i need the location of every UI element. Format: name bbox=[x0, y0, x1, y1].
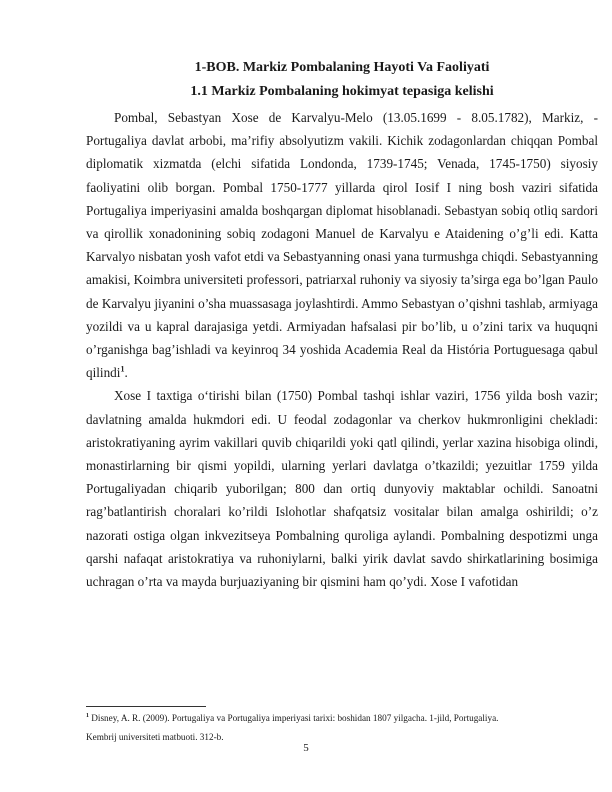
section-title: 1.1 Markiz Pombalaning hokimyat tepasiga kelishi bbox=[190, 84, 494, 99]
paragraph bbox=[86, 384, 598, 593]
paragraph-text: Pombal, Sebastyan Xose de Karvalyu-Melo (13.05.1699 - 8.05.1782), Markiz, - Portugaliya davlat arbobi, ma’rifiy absolyutizm vakili. Kichik zodagonlardan chiqqan Pombal diplomatik xizmatda (elchi sifatida Londonda, 1739-1745; Venada, 1745-1750) siyosiy faoliyatini olib borgan. Pombal 1750-1777 yillarda qirol Iosif I ning bosh vaziri sifatida Portugaliya imperiyasini amalda boshqargan diplomat hisoblanadi. Sebastyan sobiq otliq sardori va qirollik xonadonining sobiq zodagoni Manuel de Karvalyu e Ataidening o’g’li edi. Katta Karvalyo nisbatan yosh vafot etdi va Sebastyanning onasi yana turmushga chiqdi. Sebastyanning amakisi, Koimbra universiteti professori, patriarxal ruhoniy va siyosiy ta’sirga ega bo’lgan Paulo de Karvalyu jiyanini o’sha muassasaga joylashtirdi. Ammo Sebastyan o’qishni tashlab, armiyaga yozildi va u kapral darajasiga yetdi. Armiyadan hafsalasi pir bo’lib, u o’zini tarix va huquqni o’rganishga bag’ishladi va keyinroq 34 yoshida Academia Real da História Portuguesaga qabul qilindi bbox=[86, 110, 599, 381]
footnote-reference[interactable]: 1 bbox=[120, 364, 125, 374]
footnote-line: Kembrij universiteti matbuoti. 312-b. bbox=[86, 732, 224, 742]
body-text bbox=[86, 106, 598, 593]
footnote-number: 1 bbox=[86, 712, 89, 719]
page-number: 5 bbox=[303, 742, 309, 754]
paragraph-text: Xose I taxtiga oʻtirishi bilan (1750) Pombal tashqi ishlar vaziri, 1756 yilda bosh vazir; davlatning amalda hukmdori edi. U feodal zodagonlar va cherkov hukmronligini chekladi: aristokratiyaning ayrim vakillari quvib chiqarildi yoki qatl qilindi, yerlar xazina hisobiga olindi, monastirlarning bir qismi yopildi, ularning yerlari davlatga o’tkazildi; yezuitlar 1759 yilda Portugaliyadan chiqarib yuborilgan; 800 dan ortiq dunyoviy maktablar ochildi. Sanoatni rag’batlantirish choralari ko’rildi Islohotlar shafqatsiz vositalar bilan amalga oshirildi; o’z nazorati ostiga olgan inkvezitseya Pombalning quroliga aylandi. Pombalning despotizmi unga qarshi nafaqat aristokratiya va ruhoniylarni, balki yirik davlat savdo shirkatlarining bosimiga uchragan o’rta va mayda burjuaziyaning bir qismini ham qo’ydi. Xose I vafotidan bbox=[86, 388, 598, 590]
footnote-text: Disney, A. R. (2009). Portugaliya va Portugaliya imperiyasi tarixi: boshidan 1807 yilgacha. 1-jild, Portugaliya. bbox=[91, 713, 499, 723]
chapter-title: 1-BOB. Markiz Pombalaning Hayoti Va Faoliyati bbox=[194, 60, 490, 75]
footnote-line bbox=[86, 709, 598, 728]
paragraph-tail: . bbox=[124, 365, 128, 381]
paragraph bbox=[86, 106, 598, 384]
footnote-separator bbox=[86, 706, 206, 707]
